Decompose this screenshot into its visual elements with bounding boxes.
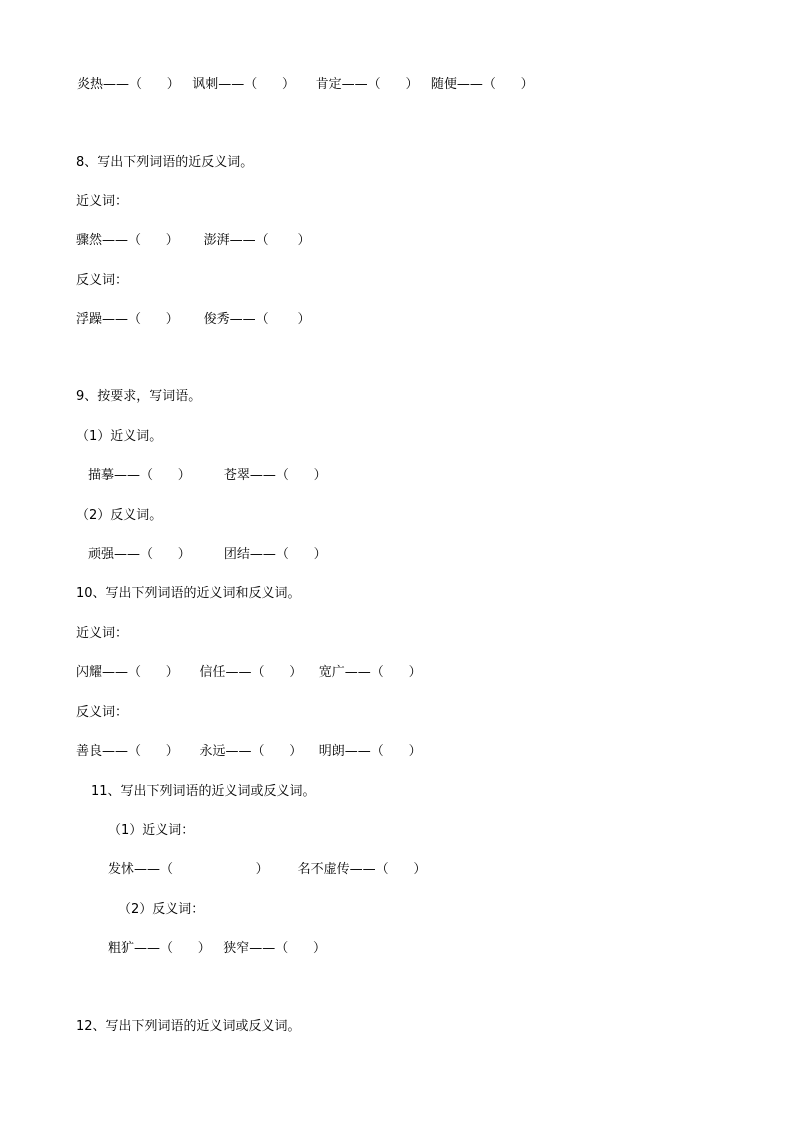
synonym-sublabel: （1）近义词：	[108, 823, 195, 838]
antonym-sublabel: （2）反义词：	[118, 902, 205, 917]
question-10-heading: 10、写出下列词语的近义词和反义词。	[76, 586, 301, 601]
question-11-heading: 11、写出下列词语的近义词或反义词。	[91, 784, 316, 799]
synonym-label: 近义词：	[76, 626, 129, 641]
question-9-heading: 9、按要求，写词语。	[76, 389, 202, 404]
line-vocab-row-7: 善良——（ ） 永远——（ ） 明朗——（ ）	[76, 744, 422, 759]
question-12-heading: 12、写出下列词语的近义词或反义词。	[76, 1019, 301, 1034]
line-vocab-row-2: 骤然——（ ） 澎湃——（ ）	[76, 233, 311, 248]
antonym-sublabel: （2）反义词。	[76, 508, 163, 523]
line-vocab-row-1: 炎热——（ ） 讽刺——（ ） 肯定——（ ） 随便——（ ）	[77, 77, 534, 92]
line-vocab-row-6: 闪耀——（ ） 信任——（ ） 宽广——（ ）	[76, 665, 422, 680]
antonym-label: 反义词：	[76, 273, 129, 288]
question-8-heading: 8、写出下列词语的近反义词。	[76, 155, 254, 170]
line-vocab-row-9: 粗犷——（ ） 狭窄——（ ）	[108, 941, 326, 956]
line-vocab-row-3: 浮躁——（ ） 俊秀——（ ）	[76, 312, 311, 327]
antonym-label: 反义词：	[76, 705, 129, 720]
line-vocab-row-5: 顽强——（ ） 团结——（ ）	[88, 547, 327, 562]
synonym-sublabel: （1）近义词。	[76, 429, 163, 444]
line-vocab-row-4: 描摹——（ ） 苍翠——（ ）	[88, 468, 327, 483]
synonym-label: 近义词：	[76, 194, 129, 209]
line-vocab-row-8: 发怵——（ ） 名不虚传——（ ）	[108, 862, 427, 877]
